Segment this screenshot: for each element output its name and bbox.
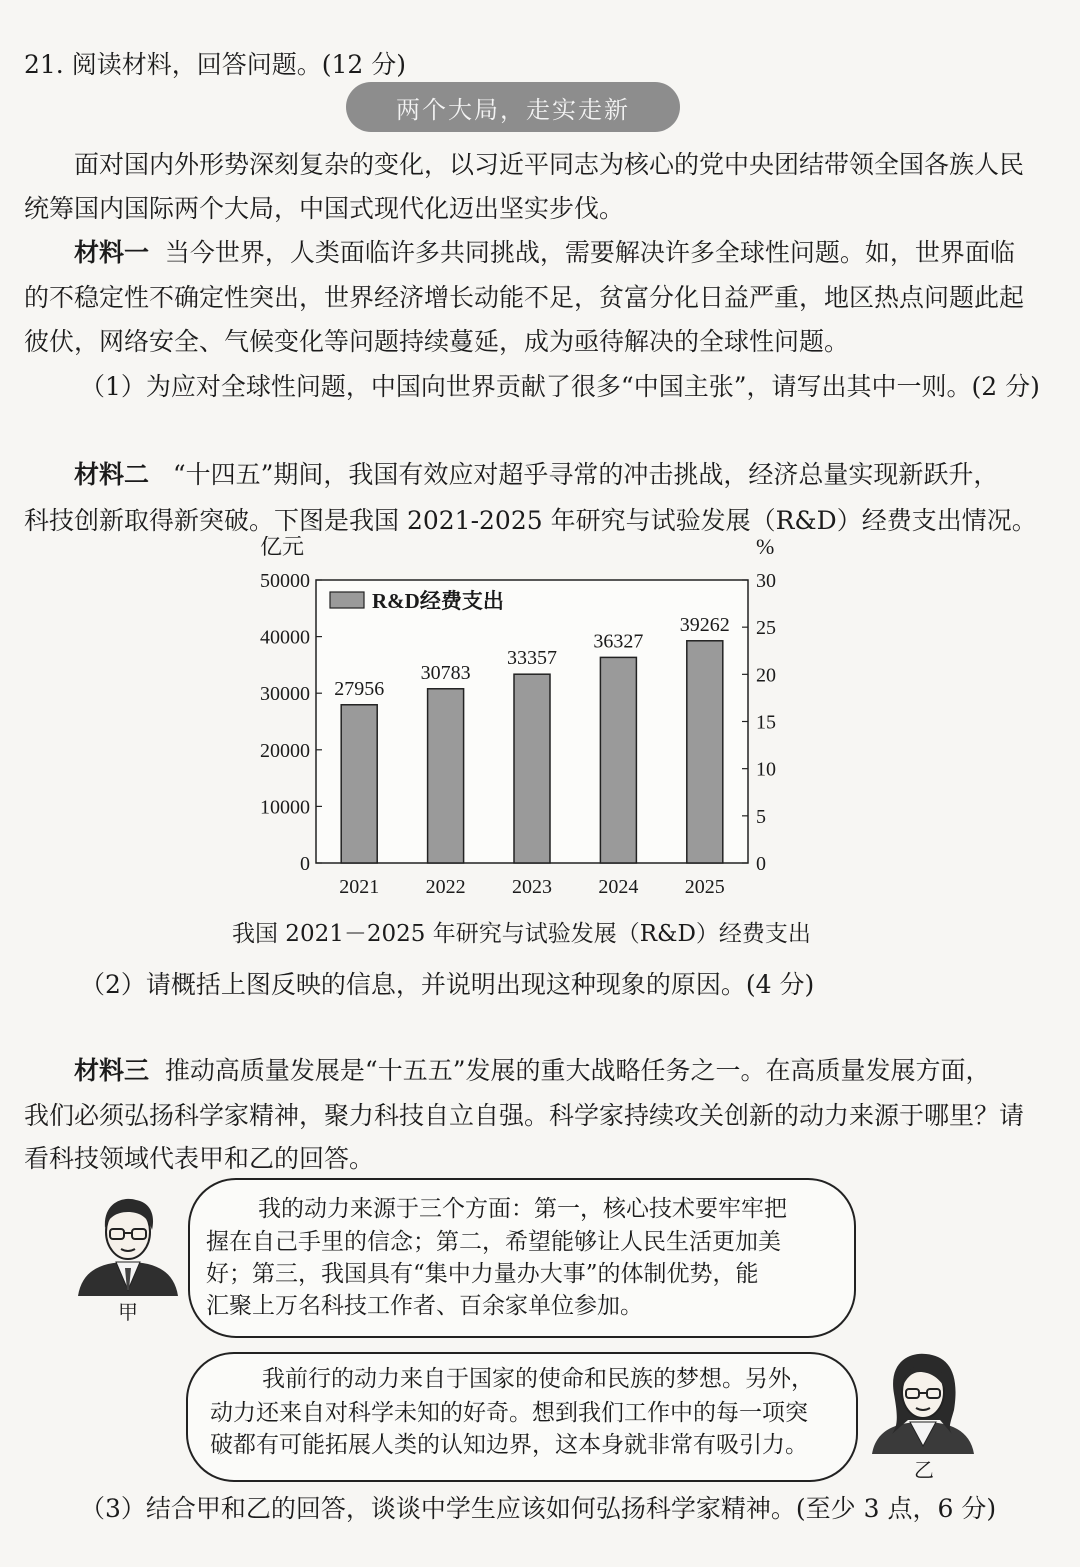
jia-speech-line-3: 好；第三，我国具有“集中力量办大事”的体制优势，能 bbox=[206, 1261, 759, 1287]
material2-text: “十四五”期间，我国有效应对超乎寻常的冲击挑战，经济总量实现新跃升， bbox=[172, 460, 999, 489]
material2-label: 材料二 bbox=[74, 460, 150, 489]
y2-tick-label: 25 bbox=[756, 617, 776, 640]
bar bbox=[514, 674, 550, 863]
y-tick-label: 50000 bbox=[260, 570, 310, 592]
legend-label: R&D经费支出 bbox=[372, 589, 504, 613]
rd-chart bbox=[230, 536, 830, 936]
x-tick-label: 2021 bbox=[339, 876, 380, 898]
rd-chart-svg bbox=[230, 536, 830, 916]
yi-label: 乙 bbox=[914, 1458, 934, 1482]
material3-first-line bbox=[74, 1056, 991, 1086]
y2-tick-label: 30 bbox=[756, 570, 776, 592]
material3-label: 材料三 bbox=[74, 1056, 150, 1085]
y-tick-label: 30000 bbox=[260, 683, 310, 706]
y2-tick-label: 10 bbox=[756, 758, 776, 781]
bar bbox=[341, 705, 377, 863]
material3-text: 推动高质量发展是“十五五”发展的重大战略任务之一。在高质量发展方面， bbox=[164, 1056, 991, 1085]
material1-label: 材料一 bbox=[74, 238, 150, 267]
y-tick-label: 20000 bbox=[260, 739, 310, 762]
jia-speech-line-4: 汇聚上万名科技工作者、百余家单位参加。 bbox=[206, 1293, 643, 1319]
bar-data-label: 39262 bbox=[679, 613, 730, 636]
intro-line-2: 统筹国内国际两个大局，中国式现代化迈出坚实步伐。 bbox=[24, 194, 625, 223]
x-tick-label: 2025 bbox=[684, 876, 725, 898]
material1-text: 当今世界，人类面临许多共同挑战，需要解决许多全球性问题。如，世界面临 bbox=[164, 238, 1015, 267]
intro-line-1: 面对国内外形势深刻复杂的变化，以习近平同志为核心的党中央团结带领全国各族人民 bbox=[74, 150, 1025, 179]
y-tick-label: 10000 bbox=[260, 796, 310, 819]
x-tick-label: 2022 bbox=[425, 876, 466, 898]
question-2: （2）请概括上图反映的信息，并说明出现这种现象的原因。(4 分) bbox=[80, 970, 815, 999]
chart-caption: 我国 2021－2025 年研究与试验发展（R&D）经费支出 bbox=[232, 921, 811, 947]
material1-line-2: 的不稳定性不确定性突出，世界经济增长动能不足，贫富分化日益严重，地区热点问题此起 bbox=[24, 283, 1025, 312]
material1-first-line bbox=[74, 238, 1015, 268]
topic-banner: 两个大局，走实走新 bbox=[346, 82, 680, 132]
yi-avatar bbox=[868, 1350, 978, 1454]
x-tick-label: 2023 bbox=[512, 876, 552, 898]
material2-line-2: 科技创新取得新突破。下图是我国 2021-2025 年研究与试验发展（R&D）经费支出情况。 bbox=[24, 506, 1037, 535]
question-3: （3）结合甲和乙的回答，谈谈中学生应该如何弘扬科学家精神。(至少 3 点，6 分) bbox=[80, 1494, 997, 1523]
question-title: 21. 阅读材料，回答问题。(12 分) bbox=[24, 50, 406, 79]
yi-speech-line-3: 破都有可能拓展人类的认知边界，这本身就非常有吸引力。 bbox=[210, 1432, 808, 1458]
question-1: （1）为应对全球性问题，中国向世界贡献了很多“中国主张”，请写出其中一则。(2 分) bbox=[80, 372, 1040, 401]
yi-speech-line-2: 动力还来自对科学未知的好奇。想到我们工作中的每一项突 bbox=[210, 1400, 808, 1426]
y-tick-label: 40000 bbox=[260, 626, 310, 649]
y2-tick-label: 0 bbox=[756, 853, 766, 875]
bar-data-label: 27956 bbox=[334, 677, 385, 700]
y-axis-label: 亿元 bbox=[260, 536, 305, 559]
y2-tick-label: 20 bbox=[756, 664, 776, 687]
jia-avatar bbox=[76, 1192, 180, 1296]
material1-line-3: 彼伏，网络安全、气候变化等问题持续蔓延，成为亟待解决的全球性问题。 bbox=[24, 327, 850, 356]
jia-speech-line-2: 握在自己手里的信念；第二，希望能够让人民生活更加美 bbox=[206, 1229, 781, 1255]
jia-label: 甲 bbox=[118, 1300, 138, 1324]
material2-first-line bbox=[74, 460, 998, 490]
y2-axis-label: % bbox=[756, 536, 775, 559]
yi-speech-line-1: 我前行的动力来自于国家的使命和民族的梦想。另外， bbox=[262, 1366, 814, 1392]
bar bbox=[428, 689, 464, 863]
y2-tick-label: 15 bbox=[756, 711, 776, 734]
legend-swatch bbox=[330, 592, 364, 608]
material3-line-2: 我们必须弘扬科学家精神，聚力科技自立自强。科学家持续攻关创新的动力来源于哪里？请 bbox=[24, 1101, 1025, 1130]
bar-data-label: 30783 bbox=[420, 661, 471, 684]
jia-speech-line-1: 我的动力来源于三个方面：第一，核心技术要牢牢把 bbox=[258, 1196, 787, 1222]
y2-tick-label: 5 bbox=[756, 805, 766, 828]
bar-data-label: 33357 bbox=[507, 647, 557, 670]
x-tick-label: 2024 bbox=[598, 876, 639, 898]
bar bbox=[687, 641, 723, 863]
bar-data-label: 36327 bbox=[593, 630, 644, 653]
material3-line-3: 看科技领域代表甲和乙的回答。 bbox=[24, 1144, 375, 1173]
bar bbox=[600, 657, 636, 863]
y-tick-label: 0 bbox=[300, 853, 310, 875]
